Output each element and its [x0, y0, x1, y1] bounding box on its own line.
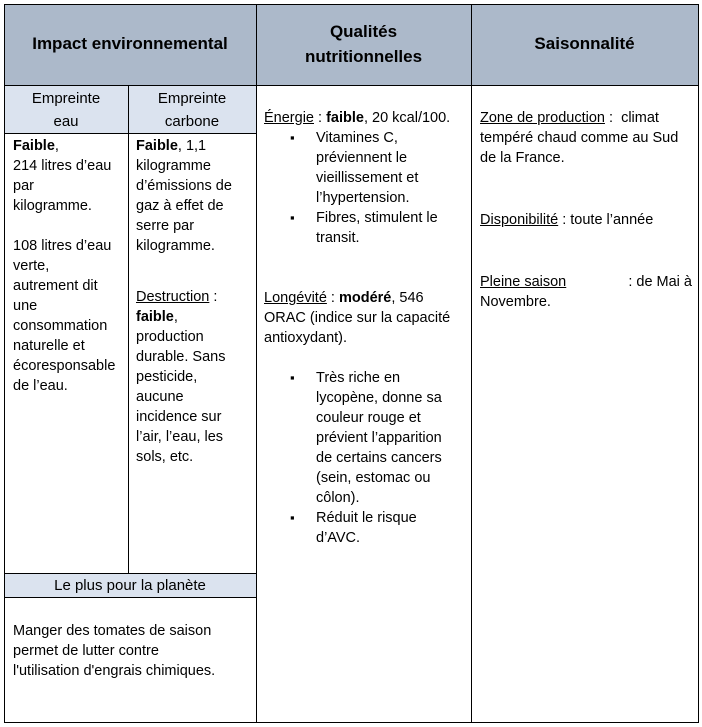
eau-p2-line: une	[13, 298, 38, 314]
destruction-line: incidence sur	[136, 409, 222, 425]
eau-line: 214 litres d’eau	[13, 158, 112, 174]
carbone-faible: Faible	[136, 138, 178, 154]
longevite-bullets	[264, 368, 469, 548]
zone-line: de la France.	[480, 150, 565, 166]
bullet-line: lycopène, donne sa	[316, 390, 442, 406]
eau-p2-line: consommation	[13, 318, 108, 334]
energie-value: faible	[326, 110, 364, 126]
bullet-item	[264, 508, 469, 548]
pleine-tail: : de Mai à	[624, 274, 692, 290]
destruction-line: sols, etc.	[136, 449, 194, 465]
cell-plus-planete	[13, 621, 253, 681]
subheader-carbone-line1: Empreinte	[157, 90, 227, 107]
grid-line	[4, 4, 699, 5]
eau-p2-line: verte,	[13, 258, 50, 274]
grid-line	[256, 4, 257, 723]
carbone-line: kilogramme	[136, 158, 211, 174]
cell-empreinte-eau	[13, 136, 125, 396]
bullet-line: de certains cancers	[316, 450, 442, 466]
bullet-item	[264, 208, 469, 248]
longevite-line: antioxydant).	[264, 330, 348, 346]
bullet-line: d’AVC.	[316, 530, 361, 546]
destruction-value: faible	[136, 309, 174, 325]
plus-line: l'utilisation d'engrais chimiques.	[13, 663, 216, 679]
eau-line: par	[13, 178, 34, 194]
bullet-line: (sein, estomac ou	[316, 470, 431, 486]
dispo-tail: : toute l’année	[558, 212, 654, 228]
eau-p2-line: 108 litres d’eau	[13, 238, 112, 254]
carbone-line: serre par	[136, 218, 195, 234]
eau-p2-line: de l’eau.	[13, 378, 68, 394]
header-qualites-line2: nutritionnelles	[304, 47, 423, 66]
bullet-line: couleur rouge et	[316, 410, 421, 426]
destruction-tail: ,	[173, 309, 178, 325]
destruction-line: production	[136, 329, 204, 345]
eau-faible-tail: ,	[54, 138, 59, 154]
longevite-colon: :	[326, 290, 339, 306]
longevite-line: ORAC (indice sur la capacité	[264, 310, 451, 326]
bullet-line: ▪ Vitamines C,	[316, 130, 398, 146]
header-saison: Saisonnalité	[534, 34, 635, 53]
energie-tail: , 20 kcal/100.	[363, 110, 451, 126]
carbone-line: kilogramme.	[136, 238, 215, 254]
zone-line: tempéré chaud comme au Sud	[480, 130, 679, 146]
bullet-item	[264, 128, 469, 208]
eau-p2-line: naturelle et	[13, 338, 85, 354]
carbone-line: d’émissions de	[136, 178, 232, 194]
carbone-line: gaz à effet de	[136, 198, 224, 214]
bullet-line: transit.	[316, 230, 360, 246]
bullet-line: ▪ Très riche en	[316, 370, 401, 386]
zone-value: climat	[621, 110, 659, 126]
longevite-value: modéré	[338, 290, 392, 306]
grid-line	[4, 133, 256, 134]
eau-p2-line: écoresponsable	[13, 358, 116, 374]
eau-line: kilogramme.	[13, 198, 92, 214]
grid-line	[4, 597, 256, 598]
zone-label: Zone de production	[480, 110, 605, 126]
destruction-line: durable. Sans	[136, 349, 226, 365]
subheader-carbone-line2: carbone	[164, 113, 220, 130]
grid-line	[4, 573, 256, 574]
plus-line: permet de lutter contre	[13, 643, 159, 659]
energie-colon: :	[313, 110, 327, 126]
longevite-label: Longévité	[264, 290, 327, 306]
energie-label: Énergie	[264, 110, 314, 126]
subheader-plus: Le plus pour la planète	[54, 577, 206, 594]
pleine-label: Pleine saison	[480, 274, 567, 290]
zone-colon: :	[604, 110, 614, 126]
header-qualites-line1: Qualités	[329, 22, 398, 41]
destruction-label: Destruction	[136, 289, 210, 305]
grid-line	[4, 4, 5, 723]
eau-p2-line: autrement dit	[13, 278, 98, 294]
cell-qualites	[264, 108, 469, 548]
subheader-eau-line1: Empreinte	[31, 90, 101, 107]
pleine-line: Novembre.	[480, 294, 551, 310]
cell-saisonnalite	[480, 108, 692, 312]
destruction-line: l’air, l’eau, les	[136, 429, 224, 445]
grid-line	[4, 85, 699, 86]
grid-line	[471, 4, 472, 723]
bullet-line: prévient l’apparition	[316, 430, 442, 446]
bullet-line: côlon).	[316, 490, 360, 506]
destruction-line: pesticide,	[136, 369, 198, 385]
header-impact: Impact environnemental	[32, 34, 228, 53]
grid-line	[4, 722, 699, 723]
bullet-line: l’hypertension.	[316, 190, 410, 206]
dispo-label: Disponibilité	[480, 212, 559, 228]
subheader-eau-line2: eau	[53, 113, 79, 130]
destruction-line: aucune	[136, 389, 184, 405]
grid-line	[698, 4, 699, 723]
grid-line	[128, 85, 129, 573]
eau-faible: Faible	[13, 138, 55, 154]
carbone-faible-tail: , 1,1	[177, 138, 207, 154]
bullet-line: ▪ Réduit le risque	[316, 510, 417, 526]
destruction-colon: :	[209, 289, 218, 305]
bullet-line: vieillissement et	[316, 170, 419, 186]
energie-bullets	[264, 128, 469, 248]
bullet-line: ▪ Fibres, stimulent le	[316, 210, 438, 226]
cell-empreinte-carbone	[136, 136, 254, 467]
longevite-tail: , 546	[391, 290, 424, 306]
plus-line: Manger des tomates de saison	[13, 623, 212, 639]
bullet-item	[264, 368, 469, 508]
bullet-line: préviennent le	[316, 150, 408, 166]
